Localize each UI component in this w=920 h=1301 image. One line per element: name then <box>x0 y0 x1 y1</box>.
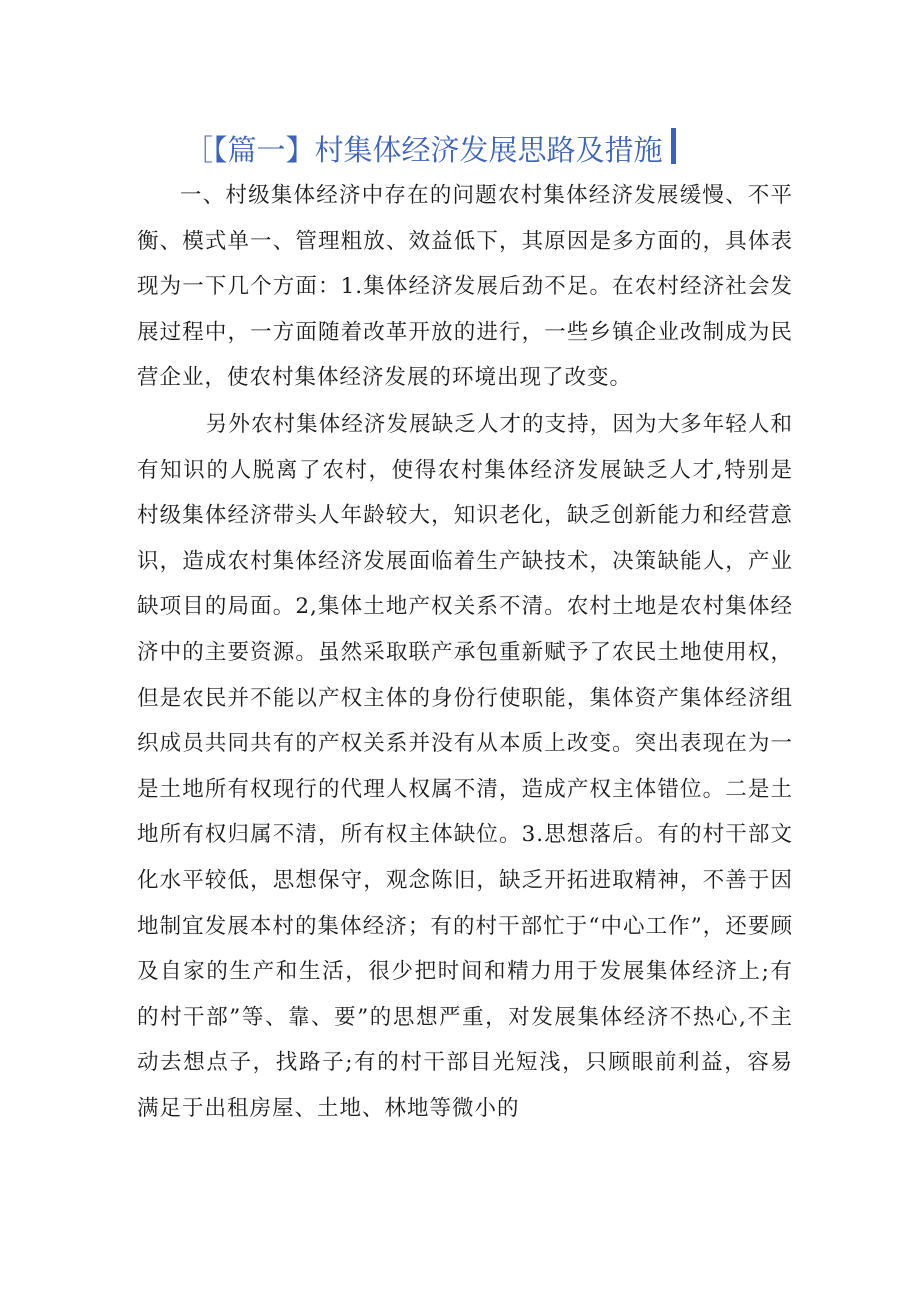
title-text: ［【篇一】村集体经济发展思路及措施 <box>184 133 663 167</box>
paragraph-1: 一、村级集体经济中存在的问题农村集体经济发展缓慢、不平衡、模式单一、管理粗放、效益低下，其原因是多方面的，具体表现为一下几个方面：1.集体经济发展后劲不足。在农村经济社会发展过程中，一方面随着改革开放的进行，一些乡镇企业改制成为民营企业，使农村集体经济发展的环境出现了改变。 <box>137 183 793 391</box>
document-title <box>184 126 744 174</box>
cursor-bar-icon <box>671 128 676 164</box>
document-body <box>137 173 793 1131</box>
paragraph-2: 另外农村集体经济发展缺乏人才的支持，因为大多年轻人和有知识的人脱离了农村，使得农村集体经济发展缺乏人才,特别是村级集体经济带头人年龄较大，知识老化，缺乏创新能力和经营意识，造成农村集体经济发展面临着生产缺技术，决策缺能人，产业缺项目的局面。2,集体土地产权关系不清。农村土地是农村集体经济中的主要资源。虽然采取联产承包重新赋予了农民土地使用权，但是农民并不能以产权主体的身份行使职能，集体资产集体经济组织成员共同共有的产权关系并没有从本质上改变。突出表现在为一是土地所有权现行的代理人权属不清，造成产权主体错位。二是土地所有权归属不清，所有权主体缺位。3.思想落后。有的村干部文化水平较低，思想保守，观念陈旧，缺乏开拓进取精神，不善于因地制宜发展本村的集体经济；有的村干部忙于“中心工作”，还要顾及自家的生产和生活，很少把时间和精力用于发展集体经济上;有的村干部”等、靠、要”的思想严重，对发展集体经济不热心,不主动去想点子，找路子;有的村干部目光短浅，只顾眼前利益，容易满足于出租房屋、土地、林地等微小的 <box>137 411 793 1121</box>
